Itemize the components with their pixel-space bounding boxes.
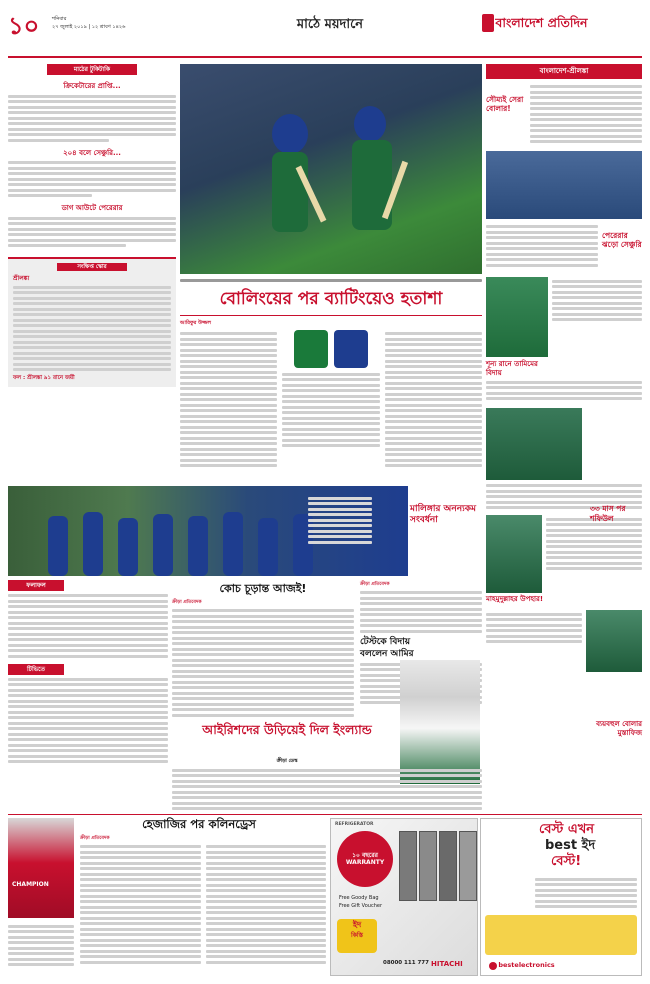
tv-tag: টিভিতে bbox=[8, 664, 64, 675]
main-headline: বোলিংয়ের পর ব্যাটিংয়েও হতাশা bbox=[219, 289, 443, 309]
best-logo-text: bestelectronics bbox=[498, 961, 555, 969]
slc-logo-icon bbox=[334, 330, 368, 368]
ireland-headline: আইরিশদের উড়িয়েই দিল ইংল্যান্ড bbox=[202, 722, 372, 737]
warranty-badge bbox=[337, 831, 393, 887]
right-tag: বাংলাদেশ-শ্রীলঙ্কা bbox=[486, 64, 642, 79]
warranty-badge-text: ১০ বছরের WARRANTY bbox=[345, 851, 385, 866]
hejaji-headline: হেজাজির পর কলিনড্রেস bbox=[142, 817, 256, 831]
main-story bbox=[180, 320, 482, 482]
perera-head: পেরেরার ঝড়ো সেঞ্চুরি bbox=[602, 230, 642, 250]
tamim-photo bbox=[486, 277, 548, 357]
masthead bbox=[8, 8, 642, 56]
left-column bbox=[8, 64, 176, 554]
paper-logo-icon bbox=[482, 14, 494, 32]
scoreboard-result: ফল : শ্রীলঙ্কা ৯১ রানে জয়ী bbox=[13, 375, 75, 382]
fridge-icon bbox=[459, 831, 477, 901]
mustafiz-photo bbox=[586, 610, 642, 672]
hejaji-byline: ক্রীড়া প্রতিবেদক bbox=[80, 836, 110, 841]
fridge-row bbox=[399, 831, 477, 901]
item3-body bbox=[8, 217, 176, 248]
mahmudullah-photo bbox=[486, 515, 542, 593]
bcb-logo-icon bbox=[294, 330, 328, 368]
eid-refrigerator-label: REFRIGERATOR bbox=[335, 822, 374, 827]
main-byline: আরিফুর উজ্জল bbox=[180, 320, 212, 326]
item3-head: ডাগ আউটে পেরেরার bbox=[61, 204, 123, 212]
left-tag: মাঠের টুকিটাকি bbox=[47, 64, 137, 75]
bottom-divider bbox=[8, 814, 642, 815]
page-number: ১০ bbox=[8, 12, 40, 40]
eid-label2: কিস্তি bbox=[351, 932, 363, 939]
masthead-date: ২৭ জুলাই ২০১৯ | ১২ শ্রাবণ ১৪২৬ bbox=[52, 24, 126, 30]
best-ad-graphic bbox=[485, 915, 637, 955]
soumya-head: সৌম্যই সেরা বোলার! bbox=[486, 94, 524, 114]
ad-bullet1: Free Goody Bag bbox=[339, 895, 379, 901]
paper-name: বাংলাদেশ প্রতিদিন bbox=[495, 15, 588, 30]
shafiul-photo bbox=[486, 408, 582, 480]
scoreboard-tag: সংক্ষিপ্ত স্কোর bbox=[57, 263, 127, 271]
hitachi-ad bbox=[330, 818, 478, 976]
soumya-photo bbox=[486, 151, 642, 219]
tamim-head: শূন্য রানে তামিমের বিদায় bbox=[486, 360, 538, 378]
paper-logo bbox=[482, 14, 642, 40]
item2-head: ২০৪ বলে সেঞ্চুরি... bbox=[63, 148, 121, 157]
masthead-day: শনিবার bbox=[52, 16, 67, 22]
right-column bbox=[486, 64, 642, 754]
scoreboard bbox=[8, 257, 176, 387]
fridge-icon bbox=[439, 831, 457, 901]
main-photo-caption bbox=[180, 276, 482, 286]
hotline: 08000 111 777 bbox=[383, 960, 429, 966]
mustafiz-head: ব্যয়বহুল বোলার মুস্তাফিজ bbox=[596, 720, 642, 738]
team-logos bbox=[282, 330, 379, 370]
shafiul-head: ৩৩ মাস পর শফিউল bbox=[590, 504, 626, 523]
scoreboard-team: শ্রীলঙ্কা bbox=[13, 275, 30, 283]
hejaji-photo bbox=[8, 818, 74, 918]
main-photo bbox=[180, 64, 482, 274]
best-line1: বেস্ট এখন bbox=[539, 822, 595, 837]
hejaji-photo-jersey: CHAMPION bbox=[12, 881, 49, 888]
best-ad bbox=[480, 818, 642, 976]
fridge-icon bbox=[399, 831, 417, 901]
ireland-byline: ক্রীড়া ডেস্ক bbox=[276, 759, 298, 764]
coach-headline: কোচ চূড়ান্ত আজই! bbox=[219, 582, 307, 595]
malinga-headline: মালিঙ্গার অনন্যকম সংবর্ধনা bbox=[410, 504, 476, 526]
item1-head: ক্রিকেটারের প্রাপ্তি... bbox=[63, 82, 121, 90]
masthead-divider bbox=[8, 56, 642, 58]
eid-label: ইদ bbox=[352, 920, 362, 929]
best-ad-body bbox=[535, 875, 637, 911]
amir-headline: টেস্টকে বিদায় বললেন আমির bbox=[360, 636, 414, 659]
coach-byline: ক্রীড়া প্রতিবেদক bbox=[172, 600, 202, 605]
eid-kisti-badge bbox=[337, 919, 377, 953]
batsmen-illustration bbox=[180, 64, 482, 274]
fridge-icon bbox=[419, 831, 437, 901]
hitachi-logo: HITACHI bbox=[431, 960, 463, 968]
main-headline-rule bbox=[180, 315, 482, 316]
results-tag: ফলাফল bbox=[8, 580, 64, 591]
amir-byline: ক্রীড়া প্রতিবেদক bbox=[360, 582, 390, 587]
hejaji-story bbox=[80, 836, 326, 976]
section-title: মাঠে ময়দানে bbox=[296, 17, 364, 32]
results-box bbox=[8, 580, 168, 790]
ad-bullet2: Free Gift Voucher bbox=[339, 903, 382, 909]
best-logo bbox=[489, 961, 555, 971]
coach-story bbox=[172, 600, 354, 710]
hejaji-left-text bbox=[8, 922, 74, 976]
best-line3: বেস্ট! bbox=[551, 854, 582, 869]
best-line2: best ইদ bbox=[545, 838, 596, 853]
malinga-caption bbox=[308, 494, 372, 568]
item2-body bbox=[8, 161, 176, 197]
best-logo-icon bbox=[489, 962, 497, 970]
mahmudullah-head: মাহমুদুল্লাহর উপহার! bbox=[486, 595, 544, 604]
ireland-story bbox=[172, 766, 482, 812]
item1-body bbox=[8, 95, 176, 142]
